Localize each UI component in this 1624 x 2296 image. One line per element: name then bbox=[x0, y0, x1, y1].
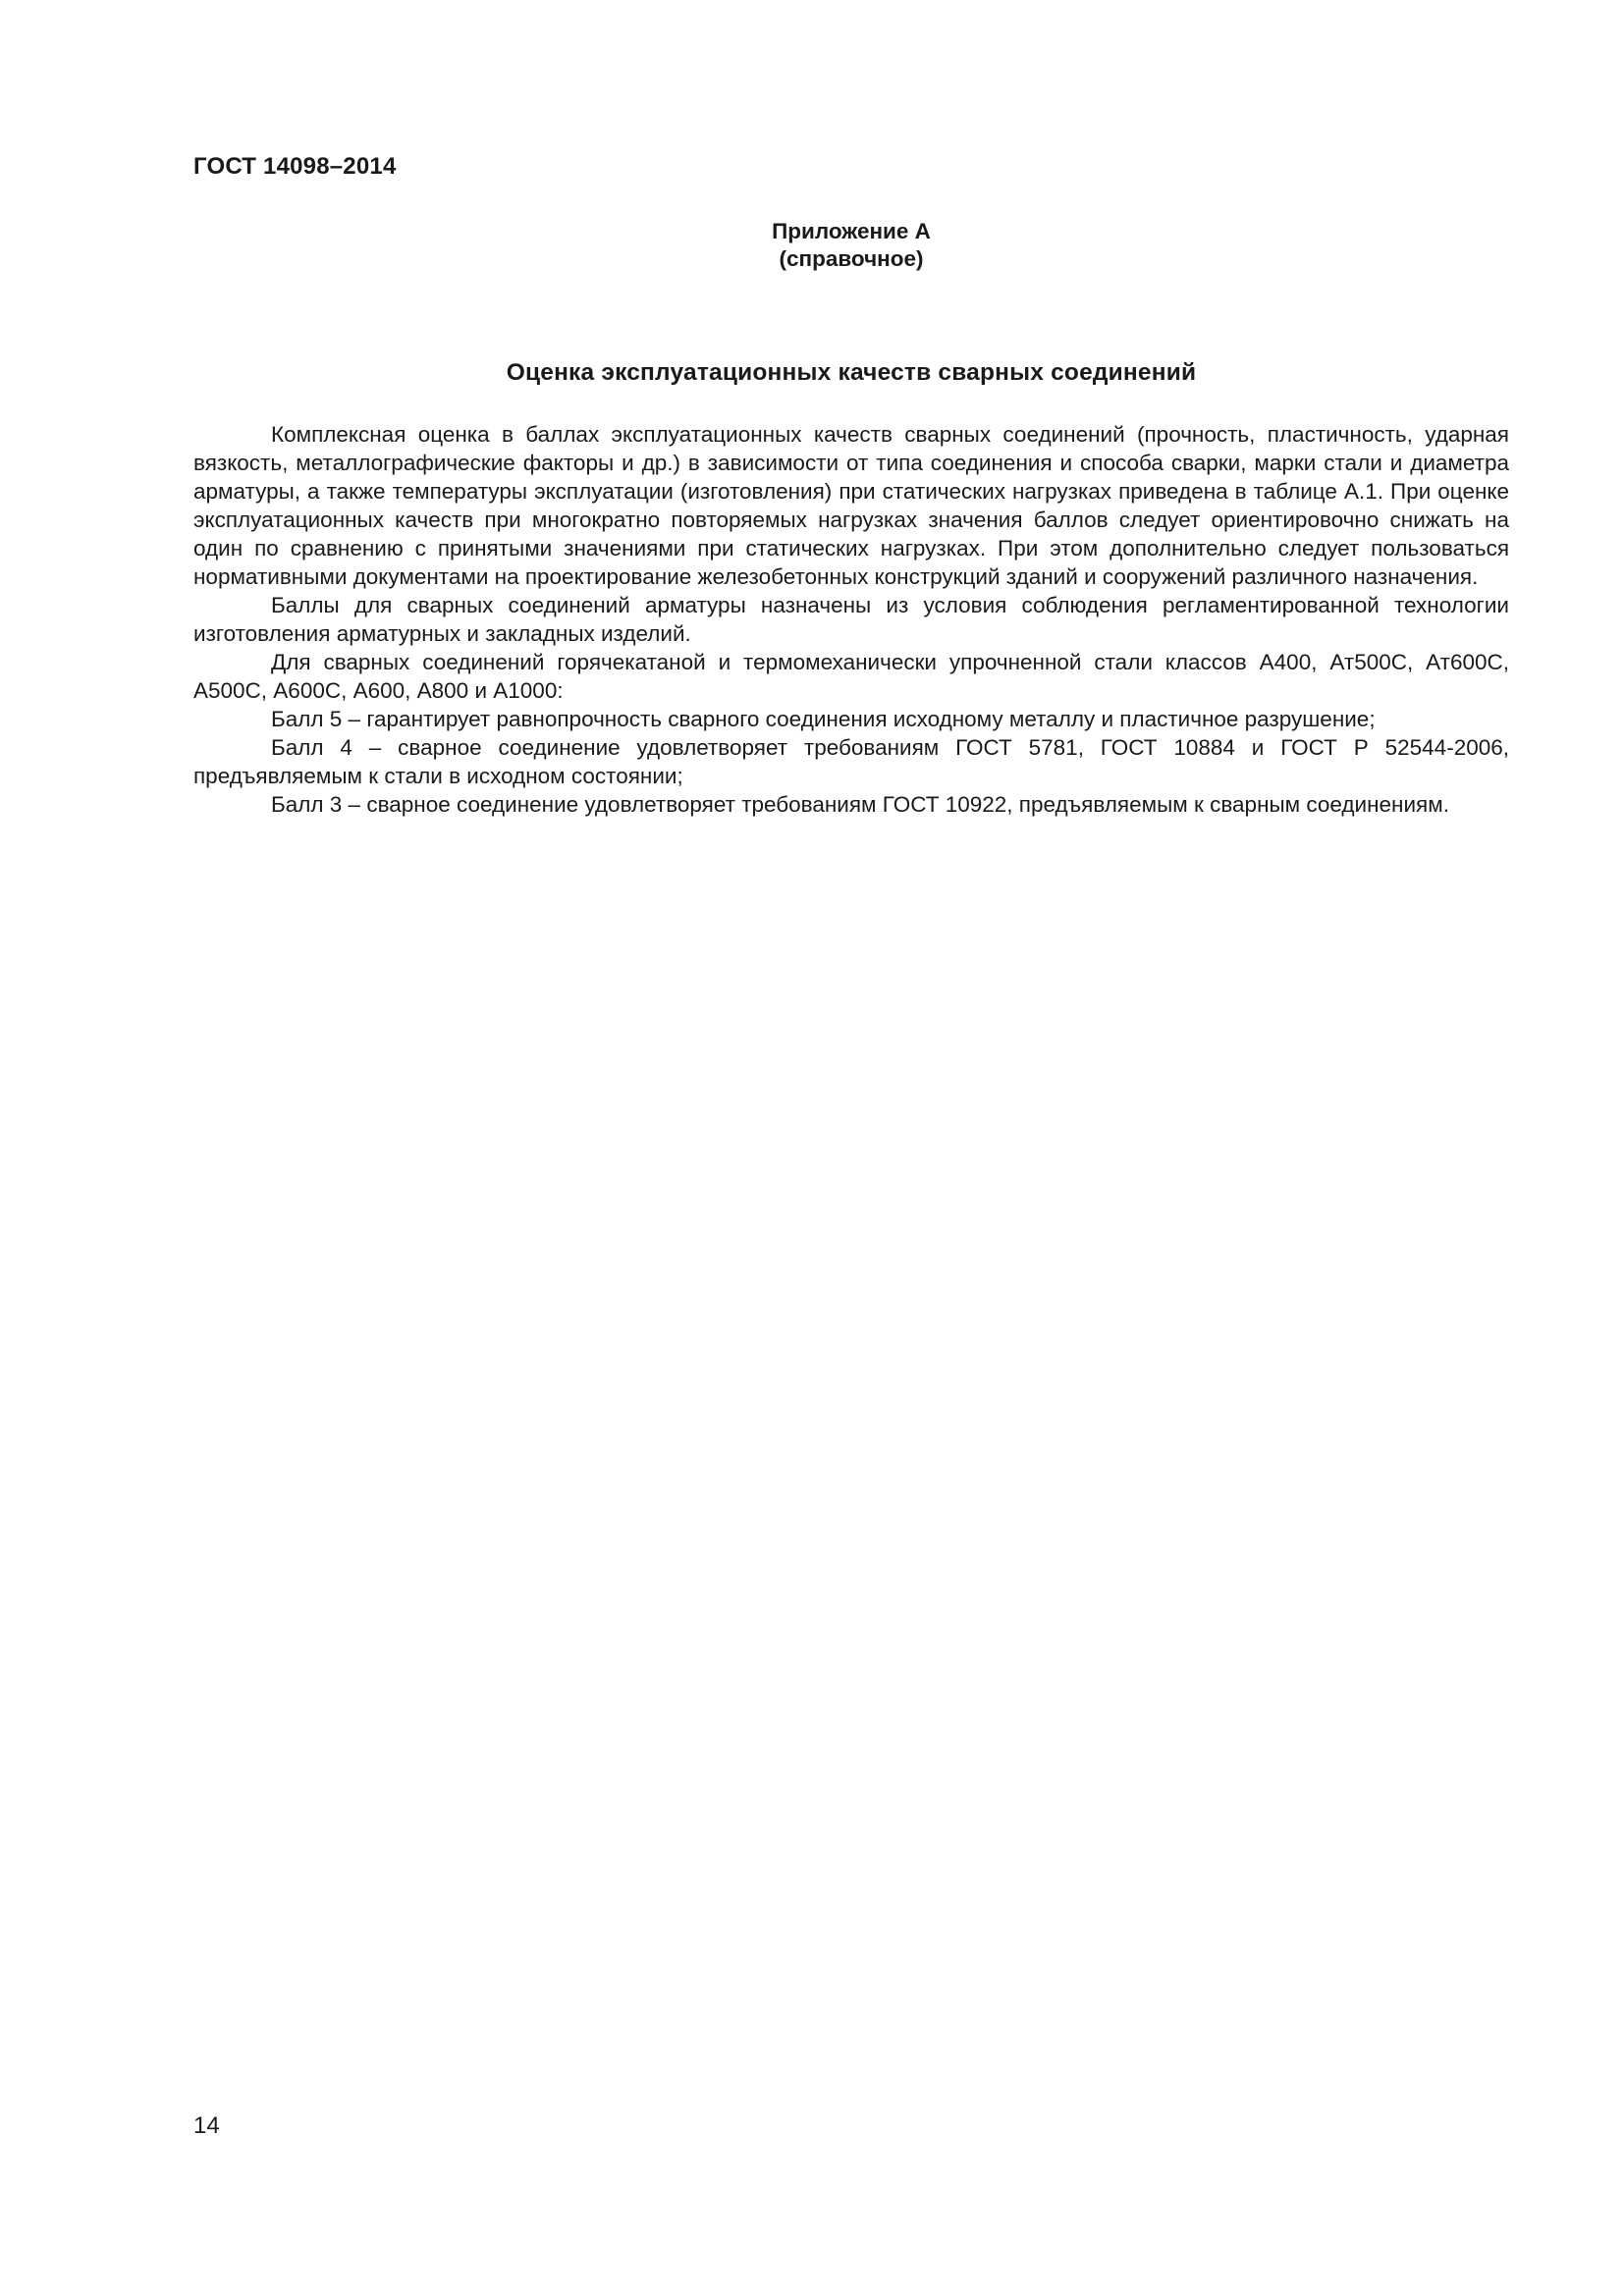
document-header: ГОСТ 14098–2014 bbox=[193, 153, 397, 180]
paragraph-score-4: Балл 4 – сварное соединение удовлетворяет требованиям ГОСТ 5781, ГОСТ 10884 и ГОСТ Р 52544-2006, предъявляемым к стали в исходном состоянии; bbox=[193, 735, 1509, 788]
paragraph-steel-classes: Для сварных соединений горячекатаной и термомеханически упрочненной стали классов А400, Ат500С, Ат600С, А500С, А600С, А600, А800 и А1000: bbox=[193, 650, 1509, 703]
paragraph-score-3: Балл 3 – сварное соединение удовлетворяет требованиям ГОСТ 10922, предъявляемым к сварным соединениям. bbox=[271, 792, 1449, 817]
appendix-heading bbox=[193, 218, 1509, 273]
body-text bbox=[193, 420, 1509, 819]
appendix-subtitle: (справочное) bbox=[779, 246, 924, 271]
paragraph-intro: Комплексная оценка в баллах эксплуатационных качеств сварных соединений (прочность, пластичность, ударная вязкость, металлографические факторы и др.) в зависимости от типа соединения и способа сварки, марки стали и диаметра арматуры, а также температуры эксплуатации (изготовления) при статических нагрузках приведена в таблице А.1. При оценке эксплуатационных качеств при многократно повторяемых нагрузках значения баллов следует ориентировочно снижать на один по сравнению с принятыми значениями при статических нагрузках. При этом дополнительно следует пользоваться нормативными документами на проектирование железобетонных конструкций зданий и сооружений различного назначения. bbox=[193, 422, 1509, 589]
appendix-title: Приложение А bbox=[772, 219, 931, 243]
paragraph-score-5: Балл 5 – гарантирует равнопрочность сварного соединения исходному металлу и пластичное разрушение; bbox=[271, 707, 1376, 731]
paragraph-scores: Баллы для сварных соединений арматуры назначены из условия соблюдения регламентированной технологии изготовления арматурных и закладных изделий. bbox=[193, 593, 1509, 646]
section-title: Оценка эксплуатационных качеств сварных соединений bbox=[506, 359, 1197, 386]
page-number: 14 bbox=[193, 2112, 220, 2139]
